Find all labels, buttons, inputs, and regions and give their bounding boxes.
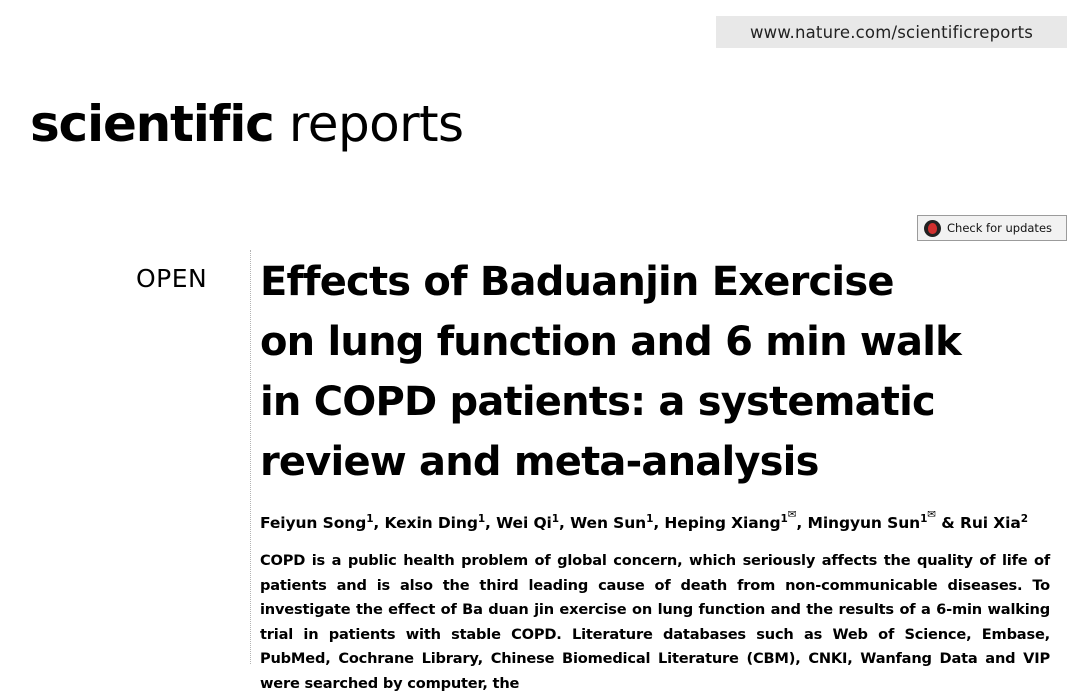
vertical-divider [250,250,251,664]
page-title-line-1: on lung function and 6 min walk [260,319,961,365]
page-title-line-0: Effects of Baduanjin Exercise [260,259,894,305]
article-header [260,252,1050,696]
masthead-word-scientific: scientific [30,95,274,153]
page-title-line-2: in COPD patients: a systematic [260,379,935,425]
journal-url-text: www.nature.com/scientificreports [749,22,1034,42]
journal-masthead [30,95,463,153]
crossmark-icon [924,220,941,237]
open-access-tag: OPEN [136,264,208,293]
check-for-updates-badge[interactable] [917,215,1067,241]
journal-url-banner [716,16,1067,48]
page-title-line-3: review and meta-analysis [260,439,819,485]
author-list: Feiyun Song$^1$, Kexin Ding$^1$, Wei Qi$^1$, Wen Sun$^1$, Heping Xiang$^{1✉}$, Mingyun Sun$^{1✉}$ & Rui Xia$^2$ [260,508,1028,532]
masthead-word-reports: reports [273,95,464,153]
check-for-updates-label: Check for updates [947,221,1053,235]
page-title [260,252,1050,492]
abstract-text: COPD is a public health problem of global concern, which seriously affects the quality of life of patients and is also the third leading cause of death from non-communicable diseases. To investigate the effect of Ba duan jin exercise on lung function and the results of a 6-min walking trial in patients with stable COPD. Literature databases such as Web of Science, Embase, PubMed, Cochrane Library, Chinese Biomedical Literature (CBM), CNKI, Wanfang Data and VIP were searched by computer, the [260,552,1050,692]
